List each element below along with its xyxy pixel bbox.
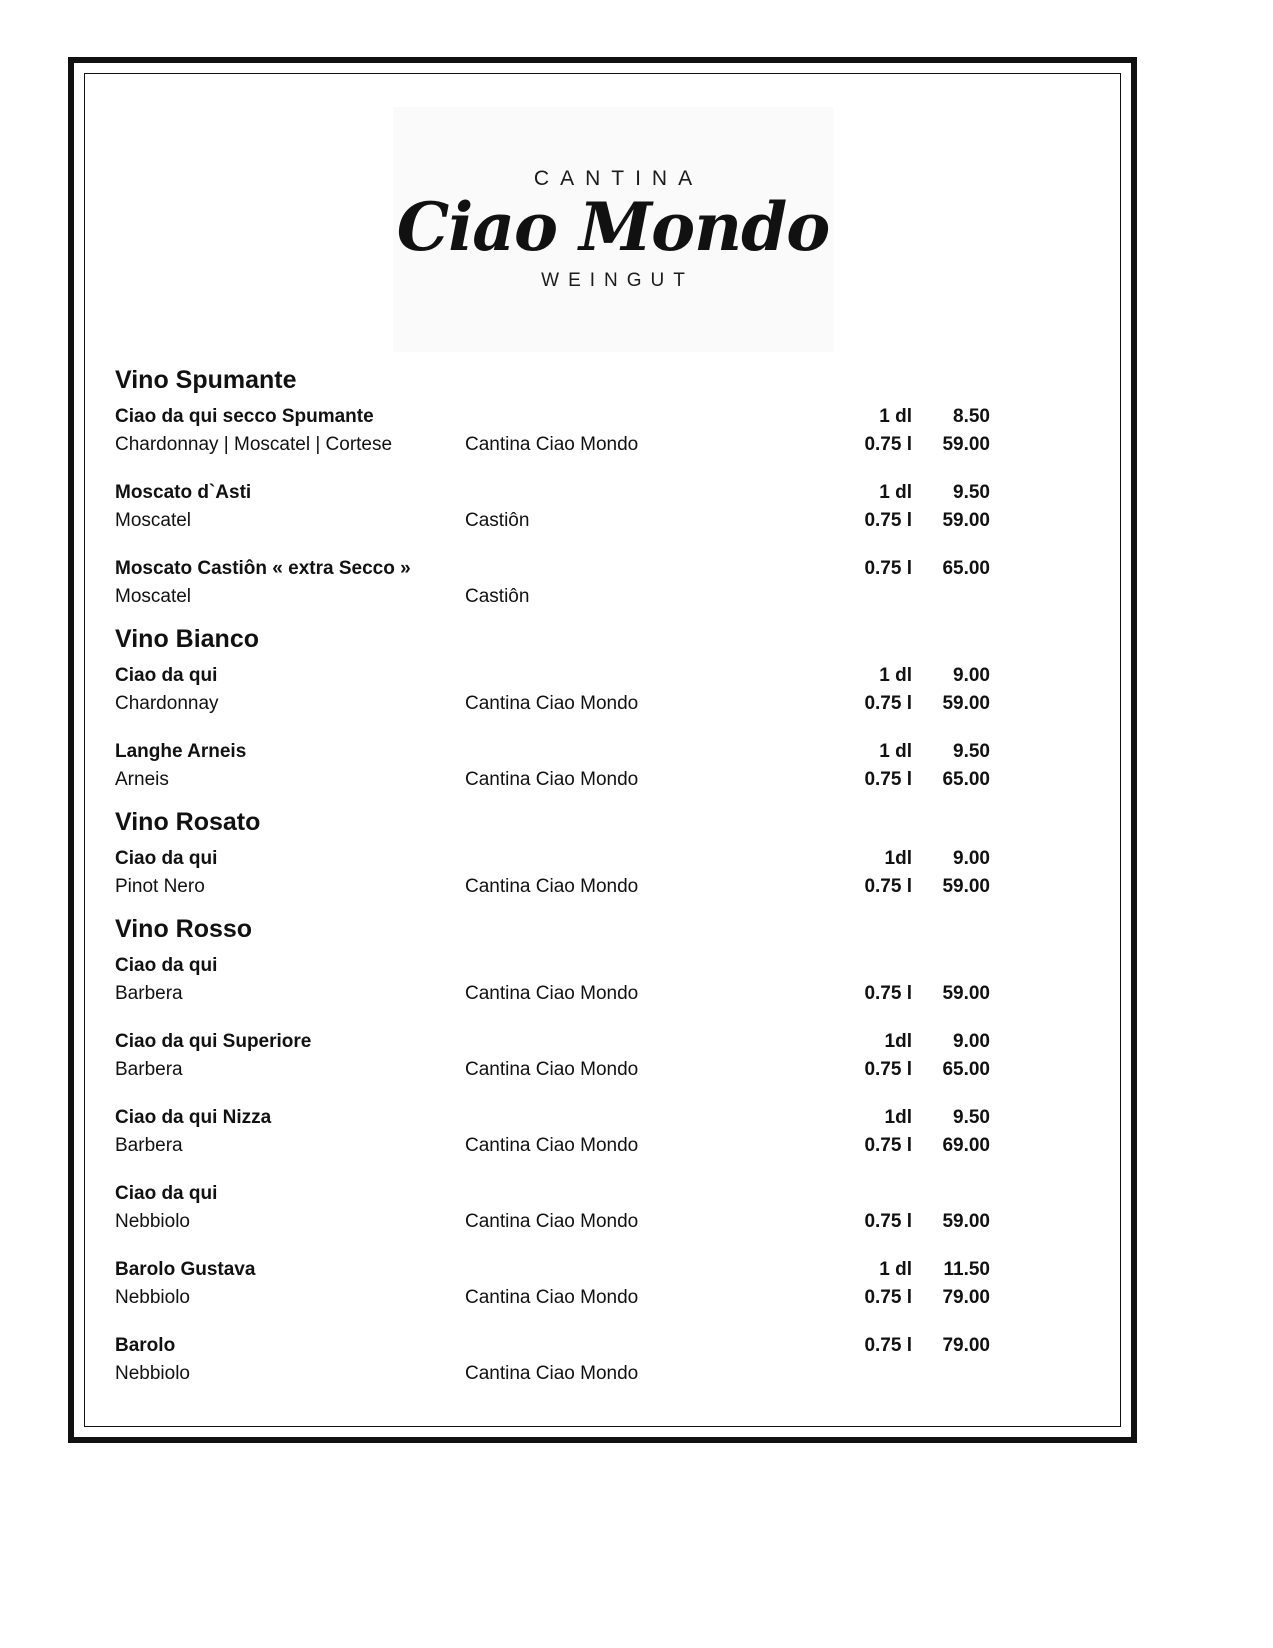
wine-grapes: Chardonnay | Moscatel | Cortese	[115, 434, 393, 455]
wine-entry[interactable]	[115, 1180, 1096, 1236]
wine-entry-row-secondary	[115, 690, 1096, 718]
wine-entry-row-secondary	[115, 431, 1096, 459]
wine-size-primary: 1dl	[884, 848, 912, 869]
wine-price-secondary: 65.00	[942, 769, 990, 790]
wine-size-secondary: 0.75 l	[864, 1135, 912, 1156]
wine-size-primary: 1dl	[884, 1107, 912, 1128]
wine-grapes: Nebbiolo	[115, 1211, 190, 1232]
wine-size-secondary: 0.75 l	[864, 693, 912, 714]
wine-entry[interactable]	[115, 845, 1096, 901]
wine-name: Langhe Arneis	[115, 741, 247, 762]
wine-entry-row-secondary	[115, 873, 1096, 901]
wine-price-primary: 9.00	[953, 1031, 990, 1052]
wine-price-secondary: 59.00	[942, 876, 990, 897]
wine-entry-row-primary	[115, 845, 1096, 873]
wine-size-secondary: 0.75 l	[864, 1211, 912, 1232]
wine-grapes: Barbera	[115, 1059, 183, 1080]
wine-producer: Cantina Ciao Mondo	[465, 434, 639, 455]
wine-producer: Cantina Ciao Mondo	[465, 1135, 639, 1156]
wine-name: Moscato d`Asti	[115, 482, 252, 503]
wine-price-primary: 11.50	[943, 1259, 990, 1280]
wine-producer: Castiôn	[465, 510, 530, 531]
wine-producer: Cantina Ciao Mondo	[465, 1287, 639, 1308]
wine-entry-row-secondary	[115, 766, 1096, 794]
logo-cantina-text: CANTINA	[533, 166, 704, 190]
wine-name: Ciao da qui	[115, 1183, 218, 1204]
wine-entry[interactable]	[115, 479, 1096, 535]
wine-size-primary: 1 dl	[879, 665, 912, 686]
wine-entry[interactable]	[115, 1104, 1096, 1160]
wine-size-primary: 1dl	[884, 1031, 912, 1052]
wine-entry-row-secondary	[115, 1208, 1096, 1236]
menu-page	[84, 73, 1121, 1427]
wine-price-primary: 79.00	[942, 1335, 990, 1356]
wine-name: Barolo	[115, 1335, 176, 1356]
wine-grapes: Pinot Nero	[115, 876, 205, 897]
wine-entry-row-secondary	[115, 1056, 1096, 1084]
wine-entry-row-secondary	[115, 980, 1096, 1008]
wine-entry-row-primary	[115, 1104, 1096, 1132]
winery-logo	[393, 107, 833, 352]
wine-price-secondary: 65.00	[942, 1059, 990, 1080]
section-title: Vino Bianco	[115, 625, 260, 653]
wine-entry-row-primary	[115, 952, 1096, 980]
wine-price-primary: 9.50	[953, 741, 990, 762]
wine-entry-row-primary	[115, 1180, 1096, 1208]
menu-page-border	[68, 57, 1137, 1443]
wine-price-primary: 9.00	[953, 665, 990, 686]
wine-size-secondary: 0.75 l	[864, 1287, 912, 1308]
wine-grapes: Moscatel	[115, 510, 192, 531]
wine-entry-row-primary	[115, 738, 1096, 766]
wine-name: Moscato Castiôn « extra Secco »	[115, 558, 411, 579]
section-title: Vino Rosato	[115, 808, 261, 836]
section-items	[115, 403, 1096, 611]
wine-entry[interactable]	[115, 1332, 1096, 1388]
section-items	[115, 662, 1096, 794]
wine-price-secondary: 59.00	[942, 434, 990, 455]
wine-entry-row-secondary	[115, 1284, 1096, 1312]
wine-entry[interactable]	[115, 662, 1096, 718]
wine-price-secondary: 59.00	[942, 1211, 990, 1232]
wine-size-secondary: 0.75 l	[864, 510, 912, 531]
wine-entry-row-secondary	[115, 1132, 1096, 1160]
wine-size-primary: 1 dl	[879, 406, 912, 427]
wine-grapes: Nebbiolo	[115, 1287, 190, 1308]
wine-entry-row-primary	[115, 555, 1096, 583]
wine-size-secondary: 0.75 l	[864, 983, 912, 1004]
wine-price-secondary: 69.00	[942, 1135, 990, 1156]
wine-entry-row-secondary	[115, 507, 1096, 535]
wine-price-secondary: 79.00	[942, 1287, 990, 1308]
wine-name: Ciao da qui secco Spumante	[115, 406, 374, 427]
wine-entry-row-primary	[115, 479, 1096, 507]
wine-name: Ciao da qui	[115, 665, 218, 686]
wine-entry[interactable]	[115, 1028, 1096, 1084]
wine-size-primary: 0.75 l	[864, 1335, 912, 1356]
wine-entry-row-primary	[115, 1028, 1096, 1056]
wine-entry[interactable]	[115, 403, 1096, 459]
wine-size-primary: 1 dl	[879, 482, 912, 503]
wine-name: Ciao da qui	[115, 848, 218, 869]
section-items	[115, 845, 1096, 901]
wine-price-primary: 9.50	[953, 482, 990, 503]
wine-size-secondary: 0.75 l	[864, 769, 912, 790]
wine-entry[interactable]	[115, 555, 1096, 611]
section-title: Vino Rosso	[115, 915, 253, 943]
wine-producer: Cantina Ciao Mondo	[465, 693, 639, 714]
wine-entry-row-primary	[115, 403, 1096, 431]
wine-grapes: Moscatel	[115, 586, 192, 607]
wine-size-secondary: 0.75 l	[864, 1059, 912, 1080]
wine-grapes: Barbera	[115, 983, 183, 1004]
wine-entry[interactable]	[115, 738, 1096, 794]
wine-size-secondary: 0.75 l	[864, 876, 912, 897]
wine-list	[115, 366, 1096, 1388]
wine-grapes: Arneis	[115, 769, 169, 790]
logo-name-text: Ciao Mondo	[396, 187, 830, 266]
wine-price-primary: 65.00	[942, 558, 990, 579]
section-items	[115, 952, 1096, 1388]
wine-entry-row-primary	[115, 1332, 1096, 1360]
wine-producer: Cantina Ciao Mondo	[465, 769, 639, 790]
wine-size-primary: 0.75 l	[864, 558, 912, 579]
wine-grapes: Barbera	[115, 1135, 183, 1156]
wine-name: Barolo Gustava	[115, 1259, 256, 1280]
section-title: Vino Spumante	[115, 366, 297, 394]
wine-price-secondary: 59.00	[942, 983, 990, 1004]
wine-producer: Cantina Ciao Mondo	[465, 1059, 639, 1080]
wine-producer: Cantina Ciao Mondo	[465, 983, 639, 1004]
wine-price-primary: 9.00	[953, 848, 990, 869]
wine-entry[interactable]	[115, 952, 1096, 1008]
wine-price-secondary: 59.00	[942, 693, 990, 714]
wine-producer: Cantina Ciao Mondo	[465, 876, 639, 897]
wine-name: Ciao da qui Nizza	[115, 1107, 272, 1128]
wine-producer: Cantina Ciao Mondo	[465, 1211, 639, 1232]
wine-name: Ciao da qui Superiore	[115, 1031, 312, 1052]
wine-size-secondary: 0.75 l	[864, 434, 912, 455]
wine-producer: Cantina Ciao Mondo	[465, 1363, 639, 1384]
wine-entry-row-primary	[115, 662, 1096, 690]
wine-price-primary: 8.50	[953, 406, 990, 427]
wine-entry[interactable]	[115, 1256, 1096, 1312]
wine-entry-row-primary	[115, 1256, 1096, 1284]
wine-entry-row-secondary	[115, 583, 1096, 611]
wine-price-primary: 9.50	[953, 1107, 990, 1128]
wine-producer: Castiôn	[465, 586, 530, 607]
logo-weingut-text: WEINGUT	[541, 270, 694, 292]
wine-name: Ciao da qui	[115, 955, 218, 976]
wine-grapes: Nebbiolo	[115, 1363, 190, 1384]
wine-size-primary: 1 dl	[879, 741, 912, 762]
wine-grapes: Chardonnay	[115, 693, 219, 714]
wine-size-primary: 1 dl	[879, 1259, 912, 1280]
wine-price-secondary: 59.00	[942, 510, 990, 531]
wine-entry-row-secondary	[115, 1360, 1096, 1388]
